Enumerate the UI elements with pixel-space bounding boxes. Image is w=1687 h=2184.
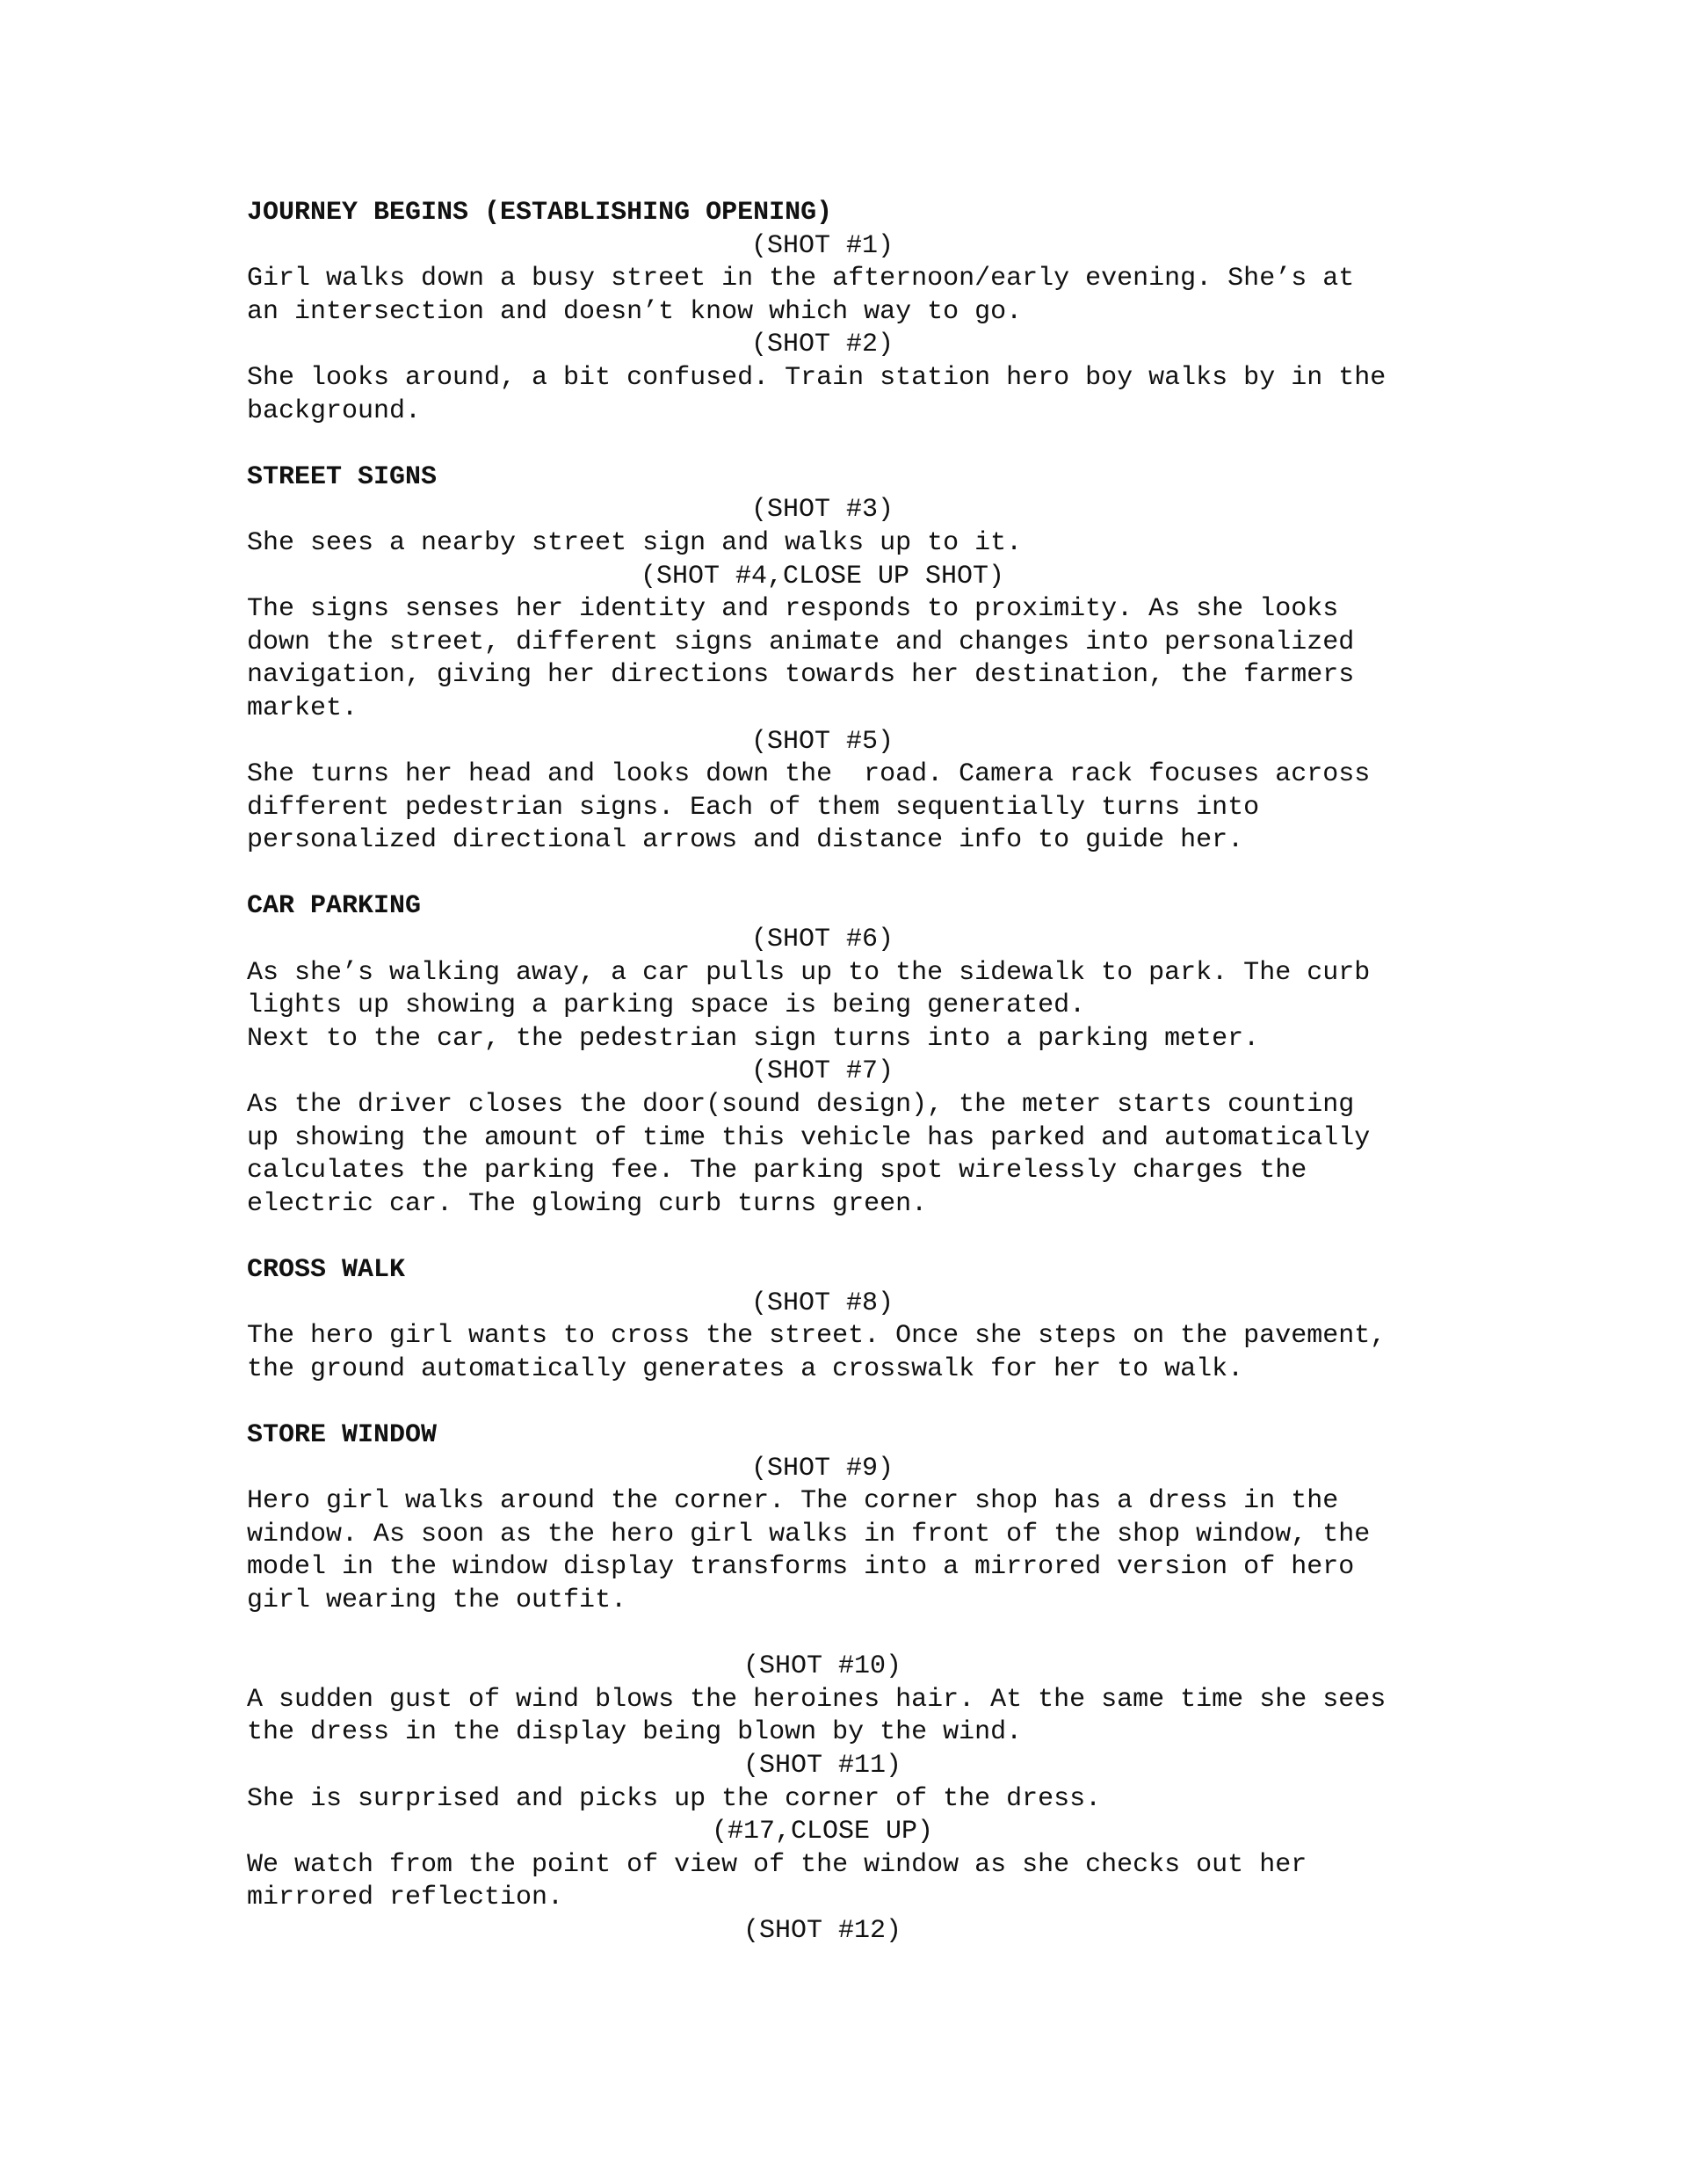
action-line: calculates the parking fee. The parking spot wirelessly charges the — [247, 1156, 1307, 1186]
shot-label-9: (SHOT #9) — [750, 1453, 894, 1484]
action-line: Next to the car, the pedestrian sign turns into a parking meter. — [247, 1023, 1260, 1054]
action-line: She is surprised and picks up the corner of the dress. — [247, 1783, 1102, 1814]
action-line: navigation, giving her directions towards her destination, the farmers — [247, 660, 1355, 691]
spacer — [247, 858, 1459, 891]
action-line: Hero girl walks around the corner. The corner shop has a dress in the — [247, 1486, 1339, 1517]
shot-label-11: (SHOT #11) — [742, 1750, 902, 1781]
shot-label-6: (SHOT #6) — [750, 925, 894, 955]
scene-heading-cross-walk: CROSS WALK — [247, 1255, 406, 1285]
action-line: She looks around, a bit confused. Train station hero boy walks by in the — [247, 362, 1387, 393]
shot-label-7: (SHOT #7) — [750, 1056, 894, 1087]
scene-heading-street-signs: STREET SIGNS — [247, 461, 438, 492]
shot-label-17: (#17,CLOSE UP) — [711, 1817, 934, 1847]
action-line: She sees a nearby street sign and walks up to it. — [247, 527, 1023, 558]
action-line: girl wearing the outfit. — [247, 1585, 627, 1615]
action-line: The signs senses her identity and responds to proximity. As she looks — [247, 594, 1339, 625]
action-line: model in the window display transforms into a mirrored version of hero — [247, 1552, 1355, 1583]
spacer — [247, 1618, 1459, 1651]
action-line: the ground automatically generates a crosswalk for her to walk. — [247, 1353, 1244, 1384]
action-line: As she’s walking away, a car pulls up to the sidewalk to park. The curb — [247, 957, 1371, 988]
shot-label-12: (SHOT #12) — [742, 1915, 902, 1946]
action-line: We watch from the point of view of the window as she checks out her — [247, 1849, 1307, 1880]
action-line: window. As soon as the hero girl walks in front of the shop window, the — [247, 1519, 1371, 1549]
action-line: up showing the amount of time this vehicle has parked and automatically — [247, 1122, 1371, 1153]
action-line: personalized directional arrows and distance info to guide her. — [247, 825, 1244, 856]
action-line: The hero girl wants to cross the street. Once she steps on the pavement, — [247, 1321, 1387, 1352]
scene-heading-car-parking: CAR PARKING — [247, 891, 422, 922]
shot-label-8: (SHOT #8) — [750, 1288, 894, 1318]
scene-heading-journey-begins: JOURNEY BEGINS (ESTABLISHING OPENING) — [247, 198, 833, 228]
action-line: different pedestrian signs. Each of them sequentially turns into — [247, 792, 1260, 823]
action-line: the dress in the display being blown by the wind. — [247, 1717, 1023, 1748]
spacer — [247, 428, 1459, 461]
action-line: market. — [247, 693, 358, 723]
action-line: mirrored reflection. — [247, 1883, 564, 1913]
spacer — [247, 1386, 1459, 1419]
shot-label-3: (SHOT #3) — [750, 495, 894, 526]
spacer — [247, 1221, 1459, 1254]
action-line: She turns her head and looks down the road. Camera rack focuses across — [247, 759, 1371, 790]
action-line: electric car. The glowing curb turns green. — [247, 1188, 928, 1219]
action-line: down the street, different signs animate and changes into personalized — [247, 627, 1355, 657]
screenplay-body — [247, 197, 1459, 1948]
shot-label-4: (SHOT #4,CLOSE UP SHOT) — [640, 561, 1005, 591]
action-line: background. — [247, 395, 422, 426]
action-line: an intersection and doesn’t know which way to go. — [247, 296, 1023, 327]
shot-label-1: (SHOT #1) — [750, 230, 894, 261]
action-line: Girl walks down a busy street in the afternoon/early evening. She’s at — [247, 264, 1355, 294]
action-line: A sudden gust of wind blows the heroines hair. At the same time she sees — [247, 1684, 1387, 1715]
shot-label-2: (SHOT #2) — [750, 330, 894, 360]
action-line: lights up showing a parking space is being generated. — [247, 990, 1086, 1021]
shot-label-10: (SHOT #10) — [742, 1651, 902, 1682]
shot-label-5: (SHOT #5) — [750, 726, 894, 757]
action-line: As the driver closes the door(sound design), the meter starts counting — [247, 1090, 1355, 1121]
scene-heading-store-window: STORE WINDOW — [247, 1419, 438, 1450]
